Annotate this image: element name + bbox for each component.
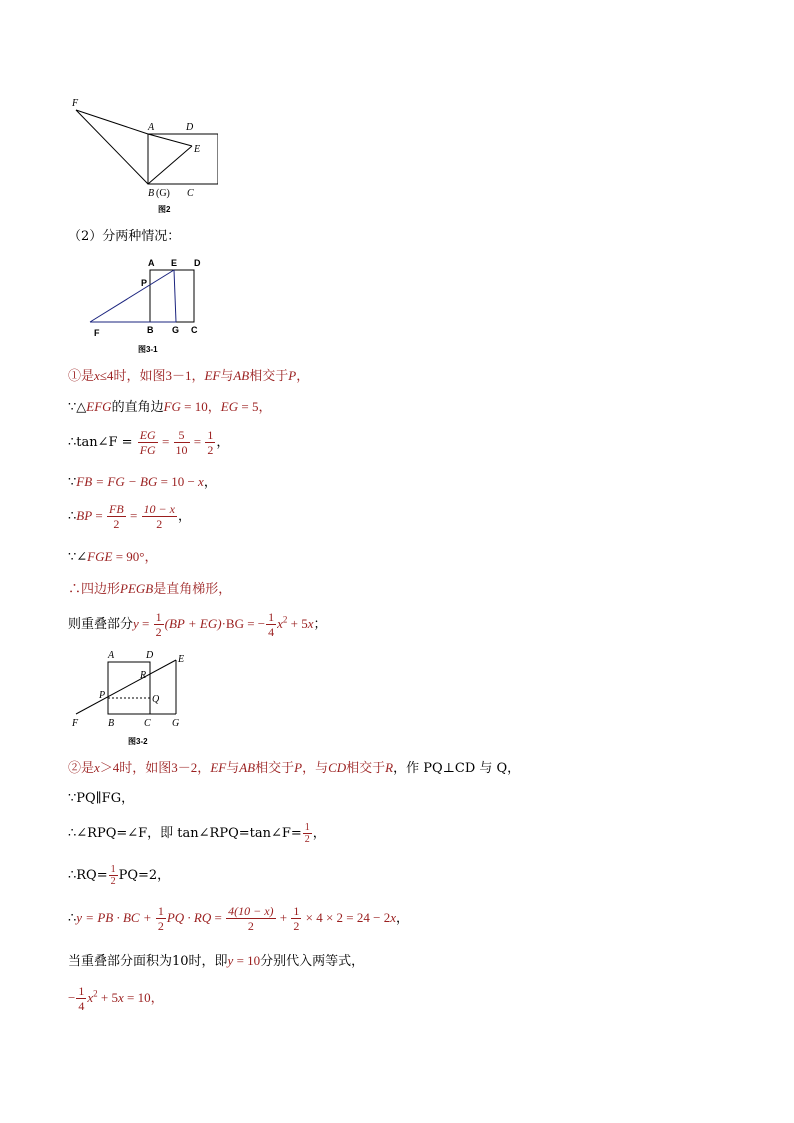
fig2-label-d: D [186, 122, 194, 133]
fig32-label-b: B [108, 718, 115, 729]
figure-3-1 [78, 256, 208, 356]
fig31-label-p: P [141, 278, 148, 288]
fig31-label-b: B [147, 325, 154, 335]
fig32-label-f: F [72, 718, 79, 729]
fig2-label-c: C [187, 188, 194, 199]
text-line-4: ∴tan∠F = $\frac{EG}{FG}$ = $\frac{5}{10}$ = $\frac{1}{2}$ ， [68, 428, 230, 457]
fig2-label-a: A [148, 122, 155, 133]
fig2-label-e: E [194, 144, 201, 155]
text-line-11: ∵PQ∥FG， [68, 791, 135, 806]
text-line-5: ∵FB = FG − BG = 10 − x， [68, 474, 217, 490]
fig32-label-c: C [144, 718, 151, 729]
text-line-14: ∴y = PB · BC + $\frac{1}{2}$ PQ · RQ = $\frac{4(10 - x)}{2}$ + $\frac{1}{2}$ × 4 × 2 = 24 − 2x， [68, 904, 409, 933]
fig32-label-e: E [178, 654, 185, 665]
text-line-9: 则重叠部分y = $\frac{1}{2}$ (BP + EG)·BG = − $\frac{1}{4}$ $x^2 + 5x$； [68, 610, 327, 639]
fig32-label-q: Q [152, 694, 160, 705]
fig31-label-a: A [148, 258, 155, 268]
figure-3-2-diagram [68, 648, 198, 748]
text-line-10: ②是x＞4时，如图3－2，EF与AB相交于P，与CD相交于R，作 PQ⊥CD 与 Q， [68, 760, 521, 776]
figure-2-diagram [68, 96, 218, 221]
figure-2 [68, 96, 218, 221]
text-line-15: 当重叠部分面积为10时，即y = 10分别代入两等式， [68, 953, 365, 969]
fig32-label-g: G [172, 718, 180, 729]
text-line-8: ∴四边形PEGB是直角梯形， [68, 581, 232, 596]
fig2-label-f: F [72, 98, 79, 109]
fig31-label-e: E [171, 258, 178, 268]
fig32-label-a: A [108, 650, 115, 661]
text-line-7: ∵∠FGE = 90°， [68, 549, 158, 565]
fig31-caption: 图3-1 [138, 345, 158, 354]
fig32-label-p: P [99, 690, 106, 701]
figure-3-1-diagram [78, 256, 208, 356]
text-line-1: （2）分两种情况： [68, 229, 181, 244]
text-line-6: ∴BP = $\frac{FB}{2}$ = $\frac{10 - x}{2}$ ， [68, 502, 191, 531]
fig32-caption: 图3-2 [128, 737, 148, 746]
fig31-label-c: C [191, 325, 198, 335]
fig32-label-d: D [146, 650, 154, 661]
text-line-12: ∴∠RPQ=∠F，即 tan∠RPQ=tan∠F= $\frac{1}{2}$ ， [68, 822, 326, 845]
figure-3-2 [68, 648, 198, 748]
text-line-2: ①是x≤4时，如图3－1，EF与AB相交于P， [68, 368, 310, 383]
text-line-16: − $\frac{1}{4}$ $x^2 + 5x = 10$， [68, 984, 164, 1013]
fig2-label-g: (G) [156, 188, 170, 199]
text-line-13: ∴RQ= $\frac{1}{2}$ PQ=2， [68, 864, 171, 887]
text-line-3: ∵△EFG的直角边FG = 10，EG = 5， [68, 399, 272, 415]
fig32-label-r: R [140, 670, 147, 681]
fig31-label-f: F [94, 328, 100, 338]
fig31-label-d: D [194, 258, 201, 268]
fig31-label-g: G [172, 325, 180, 335]
fig2-caption: 图2 [158, 205, 171, 214]
fig2-label-b: B [148, 188, 155, 199]
